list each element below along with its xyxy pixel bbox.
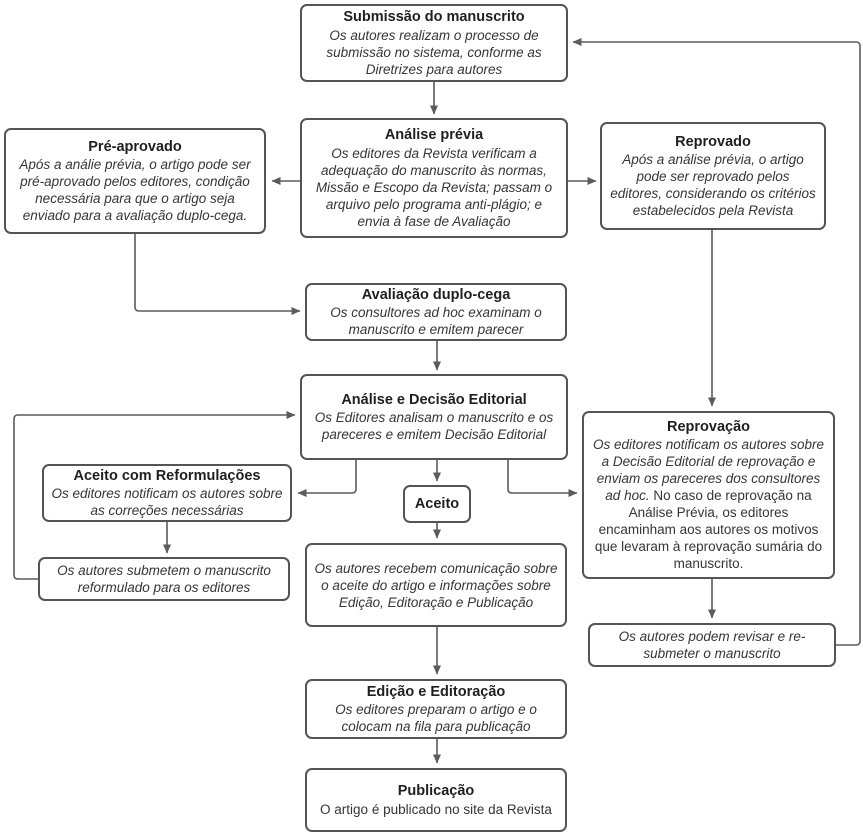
node-publicacao [305,768,567,832]
node-body: Os Editores analisam o manuscrito e os pareceres e emitem Decisão Editorial [314,410,554,443]
node-title: Edição e Editoração [366,683,506,700]
node-body: Os consultores ad hoc examinam o manuscrito e emitem parecer [330,305,542,338]
node-comunicacao-aceite [305,543,567,627]
node-body: Os editores da Revista verificam a adequação do manuscrito às normas, Missão e Escopo da Revista; passam o arquivo pelo programa anti-plágio; e envia à fase de Avaliação [315,145,553,229]
node-title: Análise prévia [384,127,484,144]
node-body: Os editores preparam o artigo e o colocam na fila para publicação [335,702,537,735]
node-title: Análise e Decisão Editorial [341,391,527,408]
node-title: Reprovação [666,418,750,435]
node-title: Aceito com Reformulações [73,467,261,484]
node-body: Os autores submetem o manuscrito reformulado para os editores [57,563,271,595]
node-body-regular: No caso de reprovação na Análise Prévia, os editores encaminham aos autores os motivos que levaram à reprovação sumária do manuscrito. [594,488,823,572]
node-revisar-resubmeter [588,623,836,667]
edge-analise-decisao-aceito-reform [298,460,356,493]
node-aceito [403,485,471,523]
node-body: Os editores notificam os autores sobre as correções necessárias [51,486,283,519]
node-resubmissao-reformulado [38,557,290,601]
node-aceito-com-reformulacoes [42,464,292,522]
node-reprovado [600,122,826,230]
edge-analise-decisao-reprovacao [508,460,577,493]
node-pre-aprovado [4,128,266,234]
node-reprovacao [582,411,835,579]
node-title: Avaliação duplo-cega [361,286,511,303]
node-submissao-manuscrito [300,4,568,82]
node-title: Publicação [397,783,475,800]
node-edicao-editoracao [305,679,567,739]
node-title: Submissão do manuscrito [343,9,525,26]
node-body: Os autores podem revisar e re-submeter o manuscrito [618,629,806,661]
node-body: Os autores realizam o processo de submissão no sistema, conforme as Diretrizes para autores [326,27,542,77]
node-analise-previa [300,118,568,238]
node-body: O artigo é publicado no site da Revista [320,801,552,817]
node-body-italic: Os editores notificam os autores sobre a Decisão Editorial de reprovação e enviam os pareceres dos consultores ad hoc. [592,437,825,504]
node-body: Os autores recebem comunicação sobre o aceite do artigo e informações sobre Edição, Editoração e Publicação [314,560,558,610]
edge-pre-aprovado-avaliacao [135,234,300,311]
node-analise-decisao-editorial [300,374,568,460]
node-title: Pré-aprovado [88,138,182,155]
node-body: Após a análie prévia, o artigo pode ser pré-aprovado pelos editores, condição necessária para que o artigo seja enviado para a avaliação duplo-cega. [19,157,251,224]
node-avaliacao-duplo-cega [305,283,567,341]
node-body: Após a análise prévia, o artigo pode ser reprovado pelos editores, considerando os critérios estabelecidos pela Revista [610,152,816,219]
node-body [591,436,826,572]
node-title: Reprovado [675,133,751,150]
node-title: Aceito [414,495,460,512]
